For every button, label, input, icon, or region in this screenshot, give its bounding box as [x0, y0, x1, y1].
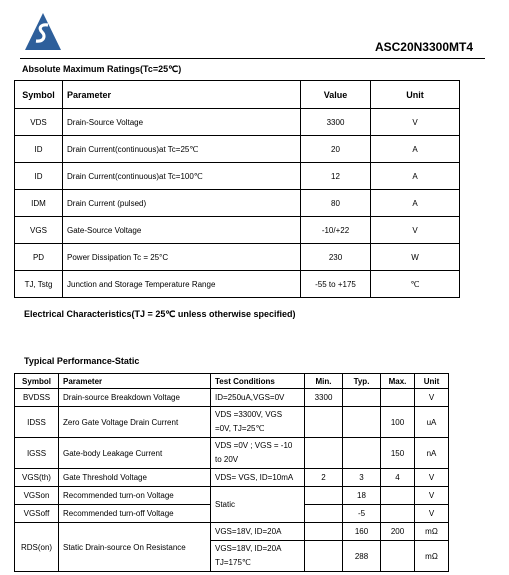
static-characteristics-table	[14, 373, 449, 572]
value-cell: 12	[301, 163, 371, 190]
symbol-cell: PD	[15, 244, 63, 271]
table-row	[15, 109, 460, 136]
unit-cell: V	[371, 109, 460, 136]
parameter-cell: Drain-source Breakdown Voltage	[59, 389, 211, 407]
table-row	[15, 523, 449, 541]
parameter-cell: Gate-body Leakage Current	[59, 438, 211, 469]
unit-cell: mΩ	[415, 541, 449, 572]
unit-cell: V	[415, 469, 449, 487]
table-row	[15, 217, 460, 244]
condition-cell: VDS =0V ; VGS = -10 to 20V	[211, 438, 305, 469]
table-row	[15, 163, 460, 190]
symbol-cell: RDS(on)	[15, 523, 59, 572]
value-cell: 230	[301, 244, 371, 271]
condition-cell: ID=250uA,VGS=0V	[211, 389, 305, 407]
col-test-conditions: Test Conditions	[211, 374, 305, 389]
max-cell	[381, 389, 415, 407]
condition-cell: Static	[211, 487, 305, 523]
col-symbol: Symbol	[15, 81, 63, 109]
symbol-cell: IDM	[15, 190, 63, 217]
unit-cell: A	[371, 136, 460, 163]
header-divider	[20, 58, 485, 59]
col-value: Value	[301, 81, 371, 109]
col-min: Min.	[305, 374, 343, 389]
typ-cell: 3	[343, 469, 381, 487]
table-header-row	[15, 81, 460, 109]
table-row	[15, 271, 460, 298]
parameter-cell: Junction and Storage Temperature Range	[63, 271, 301, 298]
unit-cell: uA	[415, 407, 449, 438]
col-symbol: Symbol	[15, 374, 59, 389]
parameter-cell: Recommended turn-off Voltage	[59, 505, 211, 523]
symbol-cell: VGS(th)	[15, 469, 59, 487]
condition-cell: VDS= VGS, ID=10mA	[211, 469, 305, 487]
abs-max-title: Absolute Maximum Ratings(Tc=25℃)	[22, 64, 182, 74]
parameter-cell: Recommended turn-on Voltage	[59, 487, 211, 505]
symbol-cell: ID	[15, 163, 63, 190]
value-cell: 3300	[301, 109, 371, 136]
typ-cell: 160	[343, 523, 381, 541]
min-cell	[305, 541, 343, 572]
unit-cell: V	[415, 389, 449, 407]
col-typ: Typ.	[343, 374, 381, 389]
part-number: ASC20N3300MT4	[374, 40, 473, 54]
symbol-cell: VDS	[15, 109, 63, 136]
max-cell	[381, 505, 415, 523]
parameter-cell: Drain Current(continuous)at Tc=100℃	[63, 163, 301, 190]
typ-cell	[343, 389, 381, 407]
unit-cell: V	[415, 487, 449, 505]
condition-cell: VGS=18V, ID=20A	[211, 523, 305, 541]
max-cell: 100	[381, 407, 415, 438]
parameter-cell: Drain Current (pulsed)	[63, 190, 301, 217]
table-row	[15, 136, 460, 163]
col-unit: Unit	[371, 81, 460, 109]
parameter-cell: Gate Threshold Voltage	[59, 469, 211, 487]
max-cell	[381, 487, 415, 505]
unit-cell: mΩ	[415, 523, 449, 541]
symbol-cell: VGSon	[15, 487, 59, 505]
symbol-cell: IGSS	[15, 438, 59, 469]
condition-cell: VDS =3300V, VGS =0V, TJ=25℃	[211, 407, 305, 438]
symbol-cell: VGS	[15, 217, 63, 244]
parameter-cell: Drain Current(continuous)at Tc=25℃	[63, 136, 301, 163]
col-parameter: Parameter	[63, 81, 301, 109]
min-cell	[305, 407, 343, 438]
col-max: Max.	[381, 374, 415, 389]
company-logo	[24, 12, 62, 52]
parameter-cell: Drain-Source Voltage	[63, 109, 301, 136]
typ-cell	[343, 438, 381, 469]
max-cell	[381, 541, 415, 572]
unit-cell: A	[371, 163, 460, 190]
unit-cell: nA	[415, 438, 449, 469]
typ-cell: 288	[343, 541, 381, 572]
parameter-cell: Static Drain-source On Resistance	[59, 523, 211, 572]
unit-cell: W	[371, 244, 460, 271]
symbol-cell: ID	[15, 136, 63, 163]
typ-cell: 18	[343, 487, 381, 505]
table-row	[15, 244, 460, 271]
table-row	[15, 487, 449, 505]
min-cell: 3300	[305, 389, 343, 407]
symbol-cell: TJ, Tstg	[15, 271, 63, 298]
electrical-characteristics-title: Electrical Characteristics(TJ = 25℃ unless otherwise specified)	[24, 309, 296, 319]
max-cell: 200	[381, 523, 415, 541]
absolute-max-ratings-table	[14, 80, 460, 298]
col-unit: Unit	[415, 374, 449, 389]
col-parameter: Parameter	[59, 374, 211, 389]
table-header-row	[15, 374, 449, 389]
table-row	[15, 407, 449, 438]
table-row	[15, 389, 449, 407]
min-cell	[305, 523, 343, 541]
symbol-cell: IDSS	[15, 407, 59, 438]
table-row	[15, 190, 460, 217]
unit-cell: A	[371, 190, 460, 217]
unit-cell: V	[415, 505, 449, 523]
value-cell: 80	[301, 190, 371, 217]
symbol-cell: BVDSS	[15, 389, 59, 407]
condition-cell: VGS=18V, ID=20A TJ=175℃	[211, 541, 305, 572]
unit-cell: V	[371, 217, 460, 244]
min-cell	[305, 487, 343, 505]
table-row	[15, 438, 449, 469]
symbol-cell: VGSoff	[15, 505, 59, 523]
max-cell: 4	[381, 469, 415, 487]
min-cell: 2	[305, 469, 343, 487]
static-performance-title: Typical Performance-Static	[24, 356, 140, 366]
parameter-cell: Gate-Source Voltage	[63, 217, 301, 244]
parameter-cell: Zero Gate Voltage Drain Current	[59, 407, 211, 438]
typ-cell	[343, 407, 381, 438]
value-cell: 20	[301, 136, 371, 163]
min-cell	[305, 438, 343, 469]
min-cell	[305, 505, 343, 523]
unit-cell: ℃	[371, 271, 460, 298]
parameter-cell: Power Dissipation Tc = 25°C	[63, 244, 301, 271]
table-row	[15, 469, 449, 487]
value-cell: -10/+22	[301, 217, 371, 244]
value-cell: -55 to +175	[301, 271, 371, 298]
typ-cell: -5	[343, 505, 381, 523]
max-cell: 150	[381, 438, 415, 469]
